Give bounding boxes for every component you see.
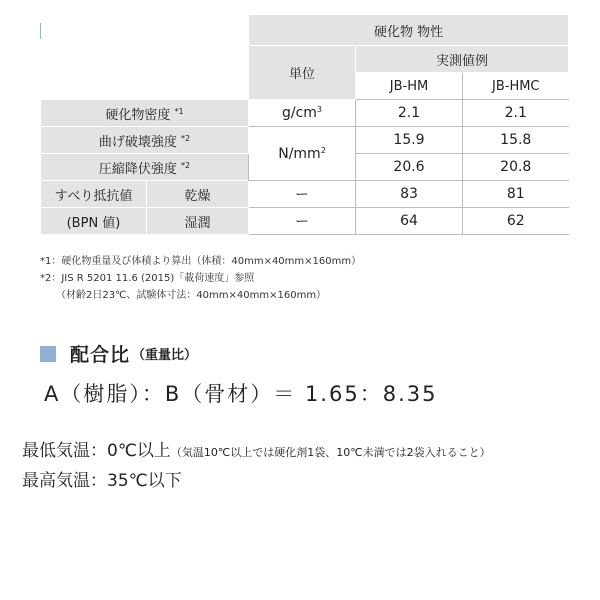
- section-title-mix-ratio: [40, 340, 197, 367]
- min-temperature: [22, 436, 491, 461]
- unit-header: 単位: [249, 46, 356, 100]
- row-label-density: 硬化物密度 $^{*1}$: [41, 100, 249, 127]
- max-temperature: 最高気温：35℃以下: [22, 471, 182, 491]
- footnote-2: *2：JIS R 5201 11.6 (2015)「載荷速度」参照: [40, 273, 255, 284]
- unit-dash: ー: [249, 181, 356, 208]
- col-header-jb-hmc: JB-HMC: [463, 73, 569, 100]
- value-cell: 20.6: [356, 154, 463, 181]
- value-cell: 20.8: [463, 154, 569, 181]
- value-cell: 81: [463, 181, 569, 208]
- slip-label-line1: すべり抵抗値: [41, 181, 147, 208]
- mix-ratio: A（樹脂）：B（骨材）＝ 1.65：8.35: [44, 382, 438, 406]
- value-cell: 15.8: [463, 127, 569, 154]
- min-temperature-main: 最低気温：0℃以上: [22, 441, 171, 461]
- square-bullet-icon: [40, 346, 56, 362]
- value-cell: 2.1: [463, 100, 569, 127]
- slip-label-line2: (BPN 値): [41, 208, 147, 235]
- slip-wet-label: 湿潤: [147, 208, 249, 235]
- row-label-bending: 曲げ破壊強度 $^{*2}$: [41, 127, 249, 154]
- group-header: 硬化物 物性: [249, 15, 569, 46]
- section-title-text: 配合比: [70, 344, 131, 366]
- measured-header: 実測値例: [356, 46, 569, 73]
- unit-density: $g/cm^3$: [249, 100, 356, 127]
- unit-strength: $N/mm^2$: [249, 127, 356, 181]
- footnote-2-detail: （材齢2日23℃、試験体寸法：40mm×40mm×160mm）: [56, 290, 327, 301]
- properties-table: [40, 14, 569, 235]
- footnote-1: *1：硬化物重量及び体積より算出（体積：40mm×40mm×160mm）: [40, 256, 362, 267]
- value-cell: 83: [356, 181, 463, 208]
- row-label-compression: 圧縮降伏強度 $^{*2}$: [41, 154, 249, 181]
- min-temperature-note: （気温10℃以上では硬化剤1袋、10℃未満では2袋入れること）: [170, 446, 491, 459]
- value-cell: 15.9: [356, 127, 463, 154]
- slip-dry-label: 乾燥: [147, 181, 249, 208]
- value-cell: 2.1: [356, 100, 463, 127]
- unit-dash: ー: [249, 208, 356, 235]
- value-cell: 64: [356, 208, 463, 235]
- value-cell: 62: [463, 208, 569, 235]
- footnotes: [40, 253, 361, 304]
- col-header-jb-hm: JB-HM: [356, 73, 463, 100]
- section-subtitle: （重量比）: [132, 348, 198, 363]
